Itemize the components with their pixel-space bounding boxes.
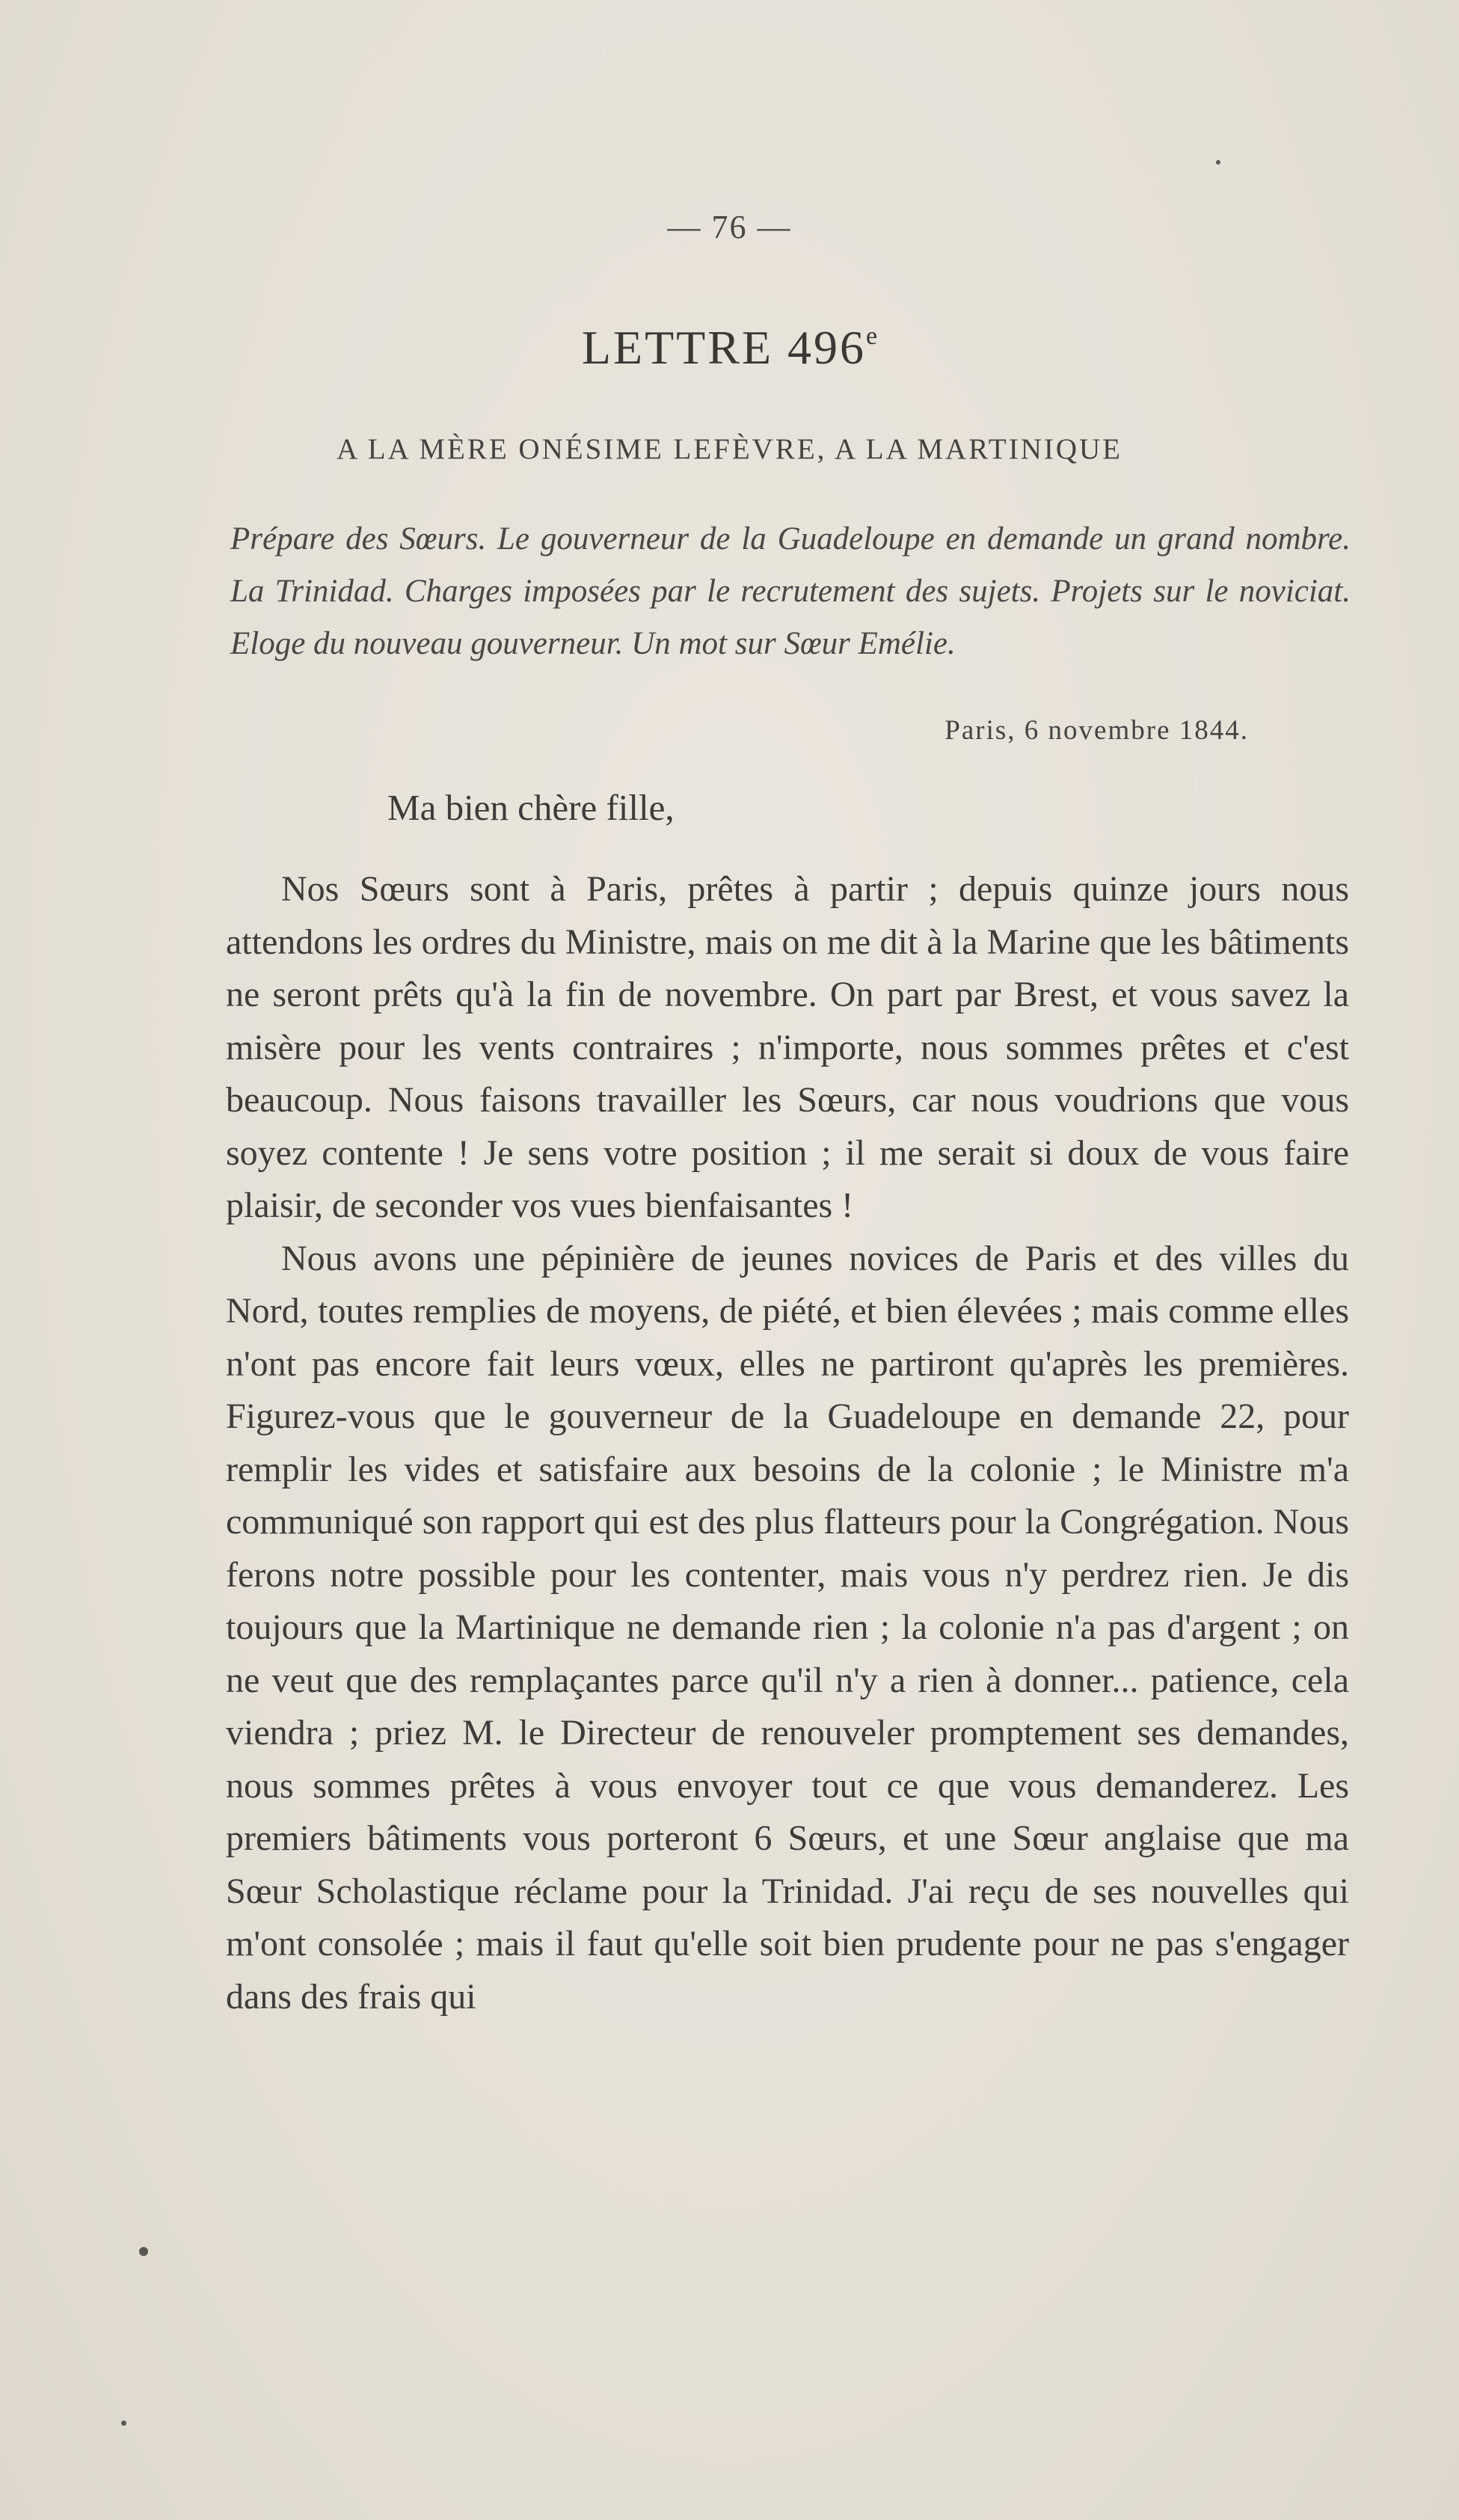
letter-date: Paris, 6 novembre 1844. (944, 715, 1249, 746)
letter-body (226, 863, 1349, 2023)
letter-title (0, 320, 1459, 375)
letter-title-text: LETTRE 496 (581, 321, 867, 374)
body-paragraph-1: Nos Sœurs sont à Paris, prêtes à partir ; depuis quinze jours nous attendons les ordres du Ministre, mais on me dit à la Marine que les bâtiments ne seront prêts qu'à la fin de novembre. On part par Brest, et vous savez la misère pour les vents contraires ; n'importe, nous sommes prêtes et c'est beaucoup. Nous faisons travailler les Sœurs, car nous voudrions que vous soyez contente ! Je sens votre position ; il me serait si doux de vous faire plaisir, de seconder vos vues bienfaisantes ! (226, 869, 1349, 1225)
letter-recipient: A LA MÈRE ONÉSIME LEFÈVRE, A LA MARTINIQUE (337, 433, 1122, 465)
body-paragraph-2: Nous avons une pépinière de jeunes novices de Paris et des villes du Nord, toutes remplies de moyens, de piété, et bien élevées ; mais comme elles n'ont pas encore fait leurs vœux, elles ne partiront qu'après les premières. Figurez-vous que le gouverneur de la Guadeloupe en demande 22, pour remplir les vides et satisfaire aux besoins de la colonie ; le Ministre m'a communiqué son rapport qui est des plus flatteurs pour la Congrégation. Nous ferons notre possible pour les contenter, mais vous n'y perdrez rien. Je dis toujours que la Martinique ne demande rien ; la colonie n'a pas d'argent ; on ne veut que des remplaçantes parce qu'il n'y a rien à donner... patience, cela viendra ; priez M. le Directeur de renouveler promptement ses demandes, nous sommes prêtes à vous envoyer tout ce que vous demanderez. Les premiers bâtiments vous porteront 6 Sœurs, et une Sœur anglaise que ma Sœur Scholastique réclame pour la Trinidad. J'ai reçu de ses nouvelles qui m'ont consolée ; mais il faut qu'elle soit bien prudente pour ne pas s'engager dans des frais qui (226, 1238, 1349, 2017)
letter-summary: Prépare des Sœurs. Le gouverneur de la Guadeloupe en demande un grand nombre. La Trinidad. Charges imposées par le recrutement des sujets. Projets sur le noviciat. Eloge du nouveau gouverneur. Un mot sur Sœur Emélie. (230, 521, 1351, 661)
paper-speck (121, 2421, 126, 2426)
letter-title-suffix: e (866, 322, 878, 350)
paper-speck (1216, 160, 1220, 165)
paper-speck (139, 2247, 148, 2256)
page-number: — 76 — (667, 209, 792, 245)
letter-greeting: Ma bien chère fille, (387, 787, 675, 828)
